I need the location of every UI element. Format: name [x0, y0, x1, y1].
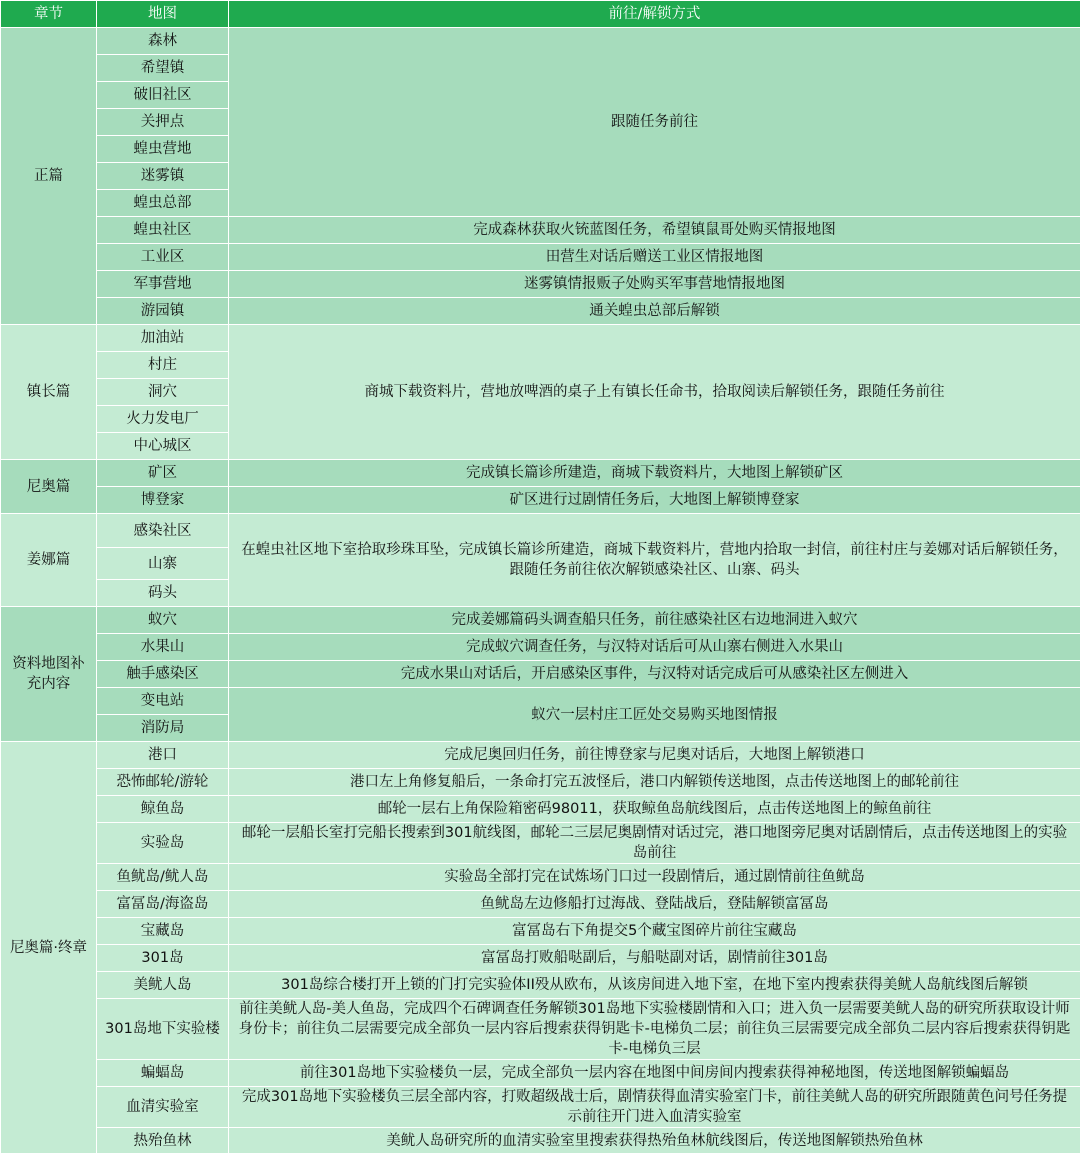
header-chapter: 章节	[1, 1, 97, 28]
method-cell: 完成水果山对话后，开启感染区事件，与汉特对话完成后可从感染社区左侧进入	[229, 661, 1080, 688]
method-cell: 完成镇长篇诊所建造，商城下载资料片，大地图上解锁矿区	[229, 460, 1080, 487]
method-cell: 301岛综合楼打开上锁的门打完实验体II殁从欧布，从该房间进入地下室，在地下室内搜索获得美鱿人岛航线图后解锁	[229, 972, 1080, 999]
table-row	[1, 1060, 1080, 1087]
map-cell: 蝗虫营地	[97, 136, 229, 163]
table-row	[1, 28, 1080, 55]
method-cell: 矿区进行过剧情任务后，大地图上解锁博登家	[229, 487, 1080, 514]
method-cell: 鱼鱿岛左边修船打过海战、登陆战后，登陆解锁富冨岛	[229, 891, 1080, 918]
method-cell: 完成尼奥回归任务，前往博登家与尼奥对话后，大地图上解锁港口	[229, 742, 1080, 769]
table-row	[1, 918, 1080, 945]
map-cell: 水果山	[97, 634, 229, 661]
chapter-cell: 姜娜篇	[1, 514, 97, 607]
map-cell: 关押点	[97, 109, 229, 136]
table-row	[1, 1087, 1080, 1128]
map-cell: 鲸鱼岛	[97, 796, 229, 823]
chapter-cell: 尼奥篇·终章	[1, 742, 97, 1154]
map-cell: 美鱿人岛	[97, 972, 229, 999]
map-cell: 蝙蝠岛	[97, 1060, 229, 1087]
map-cell: 鱼鱿岛/鱿人岛	[97, 864, 229, 891]
table-row	[1, 769, 1080, 796]
map-cell: 加油站	[97, 325, 229, 352]
method-cell: 邮轮一层右上角保险箱密码98011，获取鲸鱼岛航线图后，点击传送地图上的鲸鱼前往	[229, 796, 1080, 823]
map-cell: 森林	[97, 28, 229, 55]
table-row	[1, 891, 1080, 918]
table-row	[1, 244, 1080, 271]
method-cell: 迷雾镇情报贩子处购买军事营地情报地图	[229, 271, 1080, 298]
table-row	[1, 661, 1080, 688]
table-row	[1, 298, 1080, 325]
map-cell: 热殆鱼林	[97, 1128, 229, 1154]
method-cell: 跟随任务前往	[229, 28, 1080, 217]
table-row	[1, 742, 1080, 769]
table-row	[1, 487, 1080, 514]
method-cell: 商城下载资料片，营地放啤酒的桌子上有镇长任命书，拾取阅读后解锁任务，跟随任务前往	[229, 325, 1080, 460]
map-cell: 实验岛	[97, 823, 229, 864]
map-cell: 蝗虫社区	[97, 217, 229, 244]
method-cell: 富冨岛右下角提交5个藏宝图碎片前往宝藏岛	[229, 918, 1080, 945]
chapter-cell: 尼奥篇	[1, 460, 97, 514]
map-cell: 工业区	[97, 244, 229, 271]
map-cell: 破旧社区	[97, 82, 229, 109]
table-row	[1, 271, 1080, 298]
method-cell: 完成301岛地下实验楼负三层全部内容，打败超级战士后，剧情获得血清实验室门卡，前往美鱿人岛的研究所跟随黄色问号任务提示前往开门进入血清实验室	[229, 1087, 1080, 1128]
table-row	[1, 1128, 1080, 1154]
map-cell: 感染社区	[97, 514, 229, 548]
map-cell: 变电站	[97, 688, 229, 715]
table-row	[1, 217, 1080, 244]
map-cell: 港口	[97, 742, 229, 769]
map-cell: 码头	[97, 580, 229, 607]
method-cell: 前往美鱿人岛-美人鱼岛，完成四个石碑调查任务解锁301岛地下实验楼剧情和入口；进入负一层需要美鱿人岛的研究所获取设计师身份卡；前往负二层需要完成全部负一层内容后搜索获得钥匙卡-电梯负二层；前往负三层需要完成全部负二层内容后搜索获得钥匙卡-电梯负三层	[229, 999, 1080, 1060]
method-cell: 田营生对话后赠送工业区情报地图	[229, 244, 1080, 271]
map-cell: 火力发电厂	[97, 406, 229, 433]
table-row	[1, 325, 1080, 352]
map-cell: 迷雾镇	[97, 163, 229, 190]
table-row	[1, 460, 1080, 487]
map-cell: 村庄	[97, 352, 229, 379]
method-cell: 完成森林获取火铳蓝图任务，希望镇鼠哥处购买情报地图	[229, 217, 1080, 244]
method-cell: 蚁穴一层村庄工匠处交易购买地图情报	[229, 688, 1080, 742]
table-row	[1, 607, 1080, 634]
map-cell: 血清实验室	[97, 1087, 229, 1128]
map-cell: 宝藏岛	[97, 918, 229, 945]
map-cell: 恐怖邮轮/游轮	[97, 769, 229, 796]
table-row	[1, 945, 1080, 972]
map-cell: 矿区	[97, 460, 229, 487]
map-cell: 触手感染区	[97, 661, 229, 688]
map-cell: 301岛	[97, 945, 229, 972]
map-cell: 蚁穴	[97, 607, 229, 634]
map-cell: 游园镇	[97, 298, 229, 325]
table-row	[1, 864, 1080, 891]
map-cell: 军事营地	[97, 271, 229, 298]
map-cell: 博登家	[97, 487, 229, 514]
method-cell: 邮轮一层船长室打完船长搜索到301航线图，邮轮二三层尼奥剧情对话过完，港口地图旁尼奥对话剧情后，点击传送地图上的实验岛前往	[229, 823, 1080, 864]
header-map: 地图	[97, 1, 229, 28]
map-cell: 希望镇	[97, 55, 229, 82]
chapter-cell: 正篇	[1, 28, 97, 325]
map-cell: 洞穴	[97, 379, 229, 406]
method-cell: 完成蚁穴调查任务，与汉特对话后可从山寨右侧进入水果山	[229, 634, 1080, 661]
table-row	[1, 972, 1080, 999]
table-row	[1, 796, 1080, 823]
method-cell: 实验岛全部打完在试炼场门口过一段剧情后，通过剧情前往鱼鱿岛	[229, 864, 1080, 891]
map-cell: 山寨	[97, 548, 229, 580]
map-cell: 蝗虫总部	[97, 190, 229, 217]
map-cell: 中心城区	[97, 433, 229, 460]
method-cell: 前往301岛地下实验楼负一层，完成全部负一层内容在地图中间房间内搜索获得神秘地图，传送地图解锁蝙蝠岛	[229, 1060, 1080, 1087]
table-row	[1, 634, 1080, 661]
map-cell: 301岛地下实验楼	[97, 999, 229, 1060]
table-row	[1, 999, 1080, 1060]
method-cell: 富冨岛打败船哒副后，与船哒副对话，剧情前往301岛	[229, 945, 1080, 972]
chapter-cell: 资料地图补充内容	[1, 607, 97, 742]
method-cell: 完成姜娜篇码头调查船只任务，前往感染社区右边地洞进入蚁穴	[229, 607, 1080, 634]
chapter-cell: 镇长篇	[1, 325, 97, 460]
method-cell: 在蝗虫社区地下室拾取珍珠耳坠，完成镇长篇诊所建造，商城下载资料片，营地内拾取一封信，前往村庄与姜娜对话后解锁任务，跟随任务前往依次解锁感染社区、山寨、码头	[229, 514, 1080, 607]
table-row	[1, 514, 1080, 548]
table-row	[1, 823, 1080, 864]
method-cell: 港口左上角修复船后，一条命打完五波怪后，港口内解锁传送地图，点击传送地图上的邮轮前往	[229, 769, 1080, 796]
method-cell: 美鱿人岛研究所的血清实验室里搜索获得热殆鱼林航线图后，传送地图解锁热殆鱼林	[229, 1128, 1080, 1154]
header-row	[1, 1, 1080, 28]
method-cell: 通关蝗虫总部后解锁	[229, 298, 1080, 325]
map-cell: 富冨岛/海盗岛	[97, 891, 229, 918]
table-row	[1, 688, 1080, 715]
map-cell: 消防局	[97, 715, 229, 742]
header-method: 前往/解锁方式	[229, 1, 1080, 28]
